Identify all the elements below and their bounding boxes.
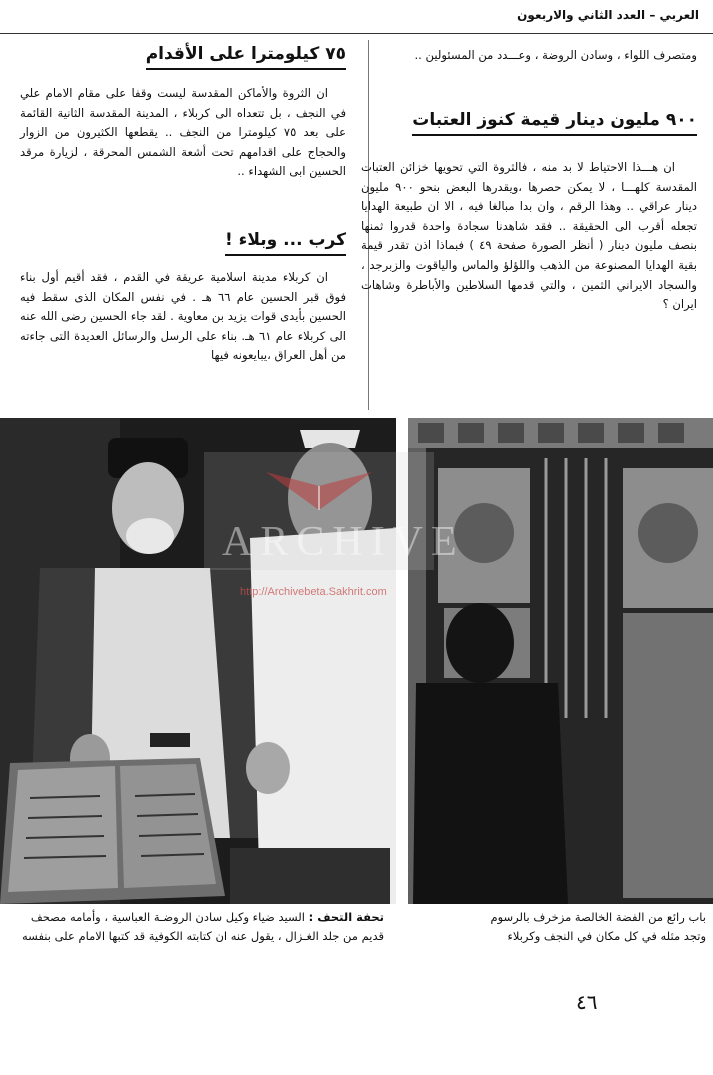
right-section-heading: [361, 110, 697, 130]
left-section1-heading: [20, 44, 346, 64]
caption-manuscript: [14, 908, 384, 946]
left-section1-body: ان الثروة والأماكن المقدسة ليست وقفا على مقام الامام علي في النجف ، بل تتعداه الى كربلاء ، المدينة المقدسة الثانية القائمة على بعد ٧٥ كيلومترا من النجف .. يقطعها الكثيرون من الزوار والحجاج على اقدامهم تحت أشعة الشمس المحرقة ، لزيارة مرقد الحسين ابى الشهداء ..: [20, 86, 346, 179]
right-column-intro: ومتصرف اللواء ، وسادن الروضة ، وعـــدد من المسئولين ..: [414, 48, 697, 62]
page-number: ٤٦: [576, 990, 598, 1014]
left-section2-body: ان كربلاء مدينة اسلامية عريقة في القدم ، فقد أقيم أول بناء فوق قبر الحسين عام ٦٦ هـ . في نفس المكان الذى سقط فيه الحسين بأيدى قوات يزيد بن معاوية . لقد جاء الحسين رضى الله عنه الى كربلاء عام ٦١ هـ. بناء على الرسل والرسائل العديدة التى جاءته من أهل العراق ،يبايعونه فيها: [20, 270, 346, 363]
photo-silver-door-illustration: [408, 418, 713, 904]
right-section-body: ان هـــذا الاحتياط لا بد منه ، فالثروة التي تحويها خزائن العتبات المقدسة كلهـــا ، لا يمكن حصرها ،ويقدرها البعض بنحو ٩٠٠ مليون دينار عراقي .. وهذا الرقم ، وان بدا مبالغا فيه ، الا ان طبيعة الهدايا تجعله أقرب الى الحقيقة .. فقد شاهدنا سجادة واحدة قدروا ثمنها بنصف مليون دينار ( أنظر الصورة صفحة ٤٩ ) فبماذا اذن تقدر قيمة بقية الهدايا المصنوعة من الذهب واللؤلؤ والماس والياقوت والزبرجد ، والسجاد الايراني الثمين ، والتي قدمها السلاطين والأباطرة وشاهات ايران ؟: [361, 160, 697, 312]
caption-door: باب رائع من الفضة الخالصة مزخرف بالرسوم وتجد مثله في كل مكان في النجف وكربلاء: [490, 910, 706, 943]
caption-manuscript-text: السيد ضياء وكيل سادن الروضـة العباسية ، وأمامه مصحف قديم من جلد الغـزال ، يقول عنه ان كتابته الكوفية قد كتبها الامام على بنفسه: [22, 910, 384, 943]
header-rule: [0, 33, 713, 34]
left-section1-title: ٧٥ كيلومترا على الأقدام: [146, 44, 346, 70]
watermark-url: http://Archivebeta.Sakhrit.com: [240, 586, 387, 598]
left-section2-heading: [20, 230, 346, 250]
caption-manuscript-title: تحفة التحف :: [308, 910, 384, 924]
watermark-brand: ARCHIVE: [222, 519, 465, 565]
photo-silver-door: [408, 418, 713, 904]
running-header: العربي – العدد الثاني والاربعون: [517, 8, 699, 22]
right-section-title: ٩٠٠ مليون دينار قيمة كنوز العتبات: [412, 110, 697, 136]
left-section2-title: كرب ... وبلاء !: [225, 230, 346, 256]
watermark-book-logo: [204, 452, 434, 514]
